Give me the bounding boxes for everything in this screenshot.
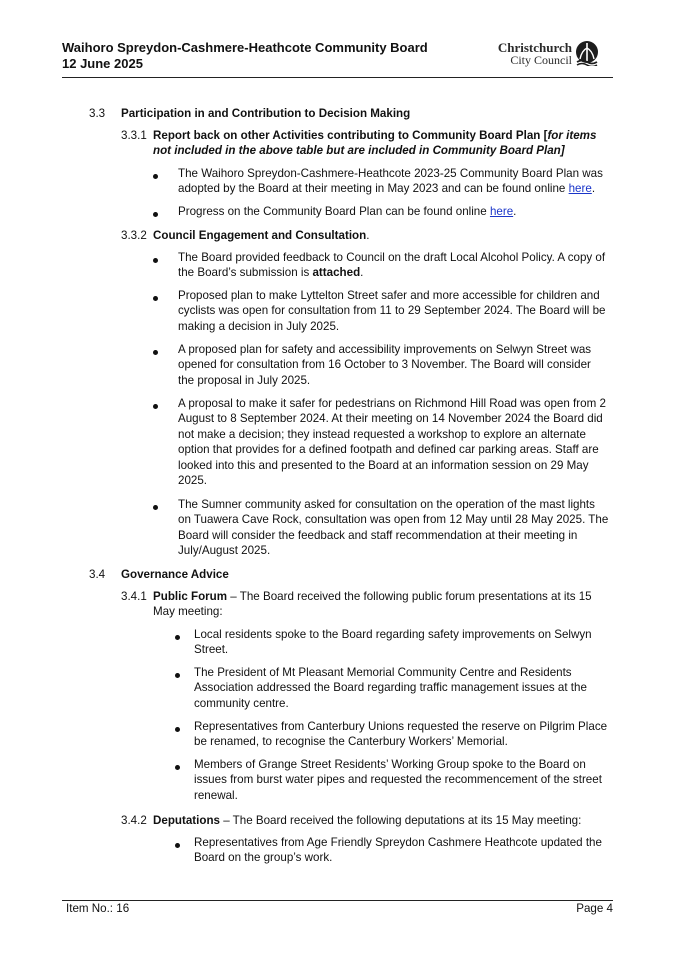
list-item: Members of Grange Street Residents’ Working Group spoke to the Board on issues from burst water pipes and requested the recommencement of the street renewal. bbox=[194, 758, 602, 802]
subsection-heading: Council Engagement and Consultation. bbox=[153, 229, 370, 242]
council-logo bbox=[498, 40, 612, 68]
bullet-icon bbox=[153, 350, 158, 355]
bullet-icon bbox=[153, 296, 158, 301]
page-header bbox=[62, 40, 612, 78]
list-item: The Waihoro Spreydon-Cashmere-Heathcote 2023-25 Community Board Plan was adopted by the Board at their meeting in May 2023 and can be found online here. bbox=[178, 167, 603, 196]
list-item: Local residents spoke to the Board regarding safety improvements on Selwyn Street. bbox=[194, 628, 592, 657]
bullet-icon bbox=[153, 505, 158, 510]
page-number: Page 4 bbox=[576, 902, 613, 915]
list-item: Representatives from Age Friendly Spreydon Cashmere Heathcote updated the Board on the group’s work. bbox=[194, 836, 602, 865]
bullet-icon bbox=[153, 174, 158, 179]
header-divider bbox=[62, 77, 613, 78]
bullet-icon bbox=[153, 212, 158, 217]
list-item: Proposed plan to make Lyttelton Street safer and more accessible for children and cyclists was open for consultation from 11 to 29 September 2024. The Board will be making a decision in July 2025. bbox=[178, 289, 606, 333]
ccc-logo-icon bbox=[574, 40, 600, 66]
section-number: 3.3 bbox=[89, 107, 106, 120]
item-number: Item No.: 16 bbox=[66, 902, 130, 915]
subsection-intro: Deputations – The Board received the following deputations at its 15 May meeting: bbox=[153, 814, 582, 827]
subsection-heading: Report back on other Activities contributing to Community Board Plan [for items not included in the above table but are included in Community Board Plan] bbox=[153, 129, 597, 158]
section-heading: Participation in and Contribution to Decision Making bbox=[121, 107, 411, 120]
section-number: 3.4 bbox=[89, 568, 106, 581]
list-item: The Sumner community asked for consultation on the operation of the mast lights on Tuawera Cave Rock, consultation was open from 12 May until 28 May 2025. The Board will consider the feedback and staff recommendation at their meeting in July/August 2025. bbox=[178, 498, 609, 558]
logo-line1: Christchurch bbox=[497, 40, 572, 55]
subsection-number: 3.3.2 bbox=[121, 229, 147, 242]
bullet-icon bbox=[153, 404, 158, 409]
logo-line2: City Council bbox=[510, 53, 572, 67]
list-item: A proposal to make it safer for pedestrians on Richmond Hill Road was open from 2 August to 8 September 2024. At their meeting on 14 November 2024 the Board did not make a decision; they instead requested a workshop to explore an alternate option that provides for a defined footpath and defined car parking areas. Staff are looked into this and presented to the Board at an information session on 29 May 2025. bbox=[178, 397, 606, 488]
bullet-icon bbox=[175, 765, 180, 770]
list-item: The President of Mt Pleasant Memorial Community Centre and Residents Association addressed the Board regarding traffic management issues at the community centre. bbox=[194, 666, 587, 710]
section-heading: Governance Advice bbox=[121, 568, 229, 581]
progress-link[interactable]: here bbox=[489, 205, 514, 218]
subsection-number: 3.3.1 bbox=[121, 129, 147, 142]
bullet-icon bbox=[175, 727, 180, 732]
meeting-date: 12 June 2025 bbox=[62, 56, 143, 71]
board-title: Waihoro Spreydon-Cashmere-Heathcote Community Board bbox=[62, 40, 428, 55]
list-item: Progress on the Community Board Plan can be found online here. bbox=[178, 205, 517, 218]
footer-divider bbox=[62, 900, 613, 901]
bullet-icon bbox=[175, 673, 180, 678]
bullet-icon bbox=[175, 635, 180, 640]
subsection-intro: Public Forum – The Board received the following public forum presentations at its 15 May meeting: bbox=[153, 590, 592, 619]
bullet-icon bbox=[175, 843, 180, 848]
subsection-number: 3.4.1 bbox=[121, 590, 147, 603]
list-item: The Board provided feedback to Council on the draft Local Alcohol Policy. A copy of the Board’s submission is attached. bbox=[178, 251, 606, 280]
list-item: A proposed plan for safety and accessibility improvements on Selwyn Street was opened for consultation from 16 October to 3 November. The Board will consider the proposal in July 2025. bbox=[178, 343, 592, 387]
plan-link[interactable]: here bbox=[568, 182, 592, 196]
list-item: Representatives from Canterbury Unions requested the reserve on Pilgrim Place be renamed, to recognise the Canterbury Workers’ Memorial. bbox=[194, 720, 608, 749]
subsection-number: 3.4.2 bbox=[121, 814, 147, 827]
bullet-icon bbox=[153, 258, 158, 263]
